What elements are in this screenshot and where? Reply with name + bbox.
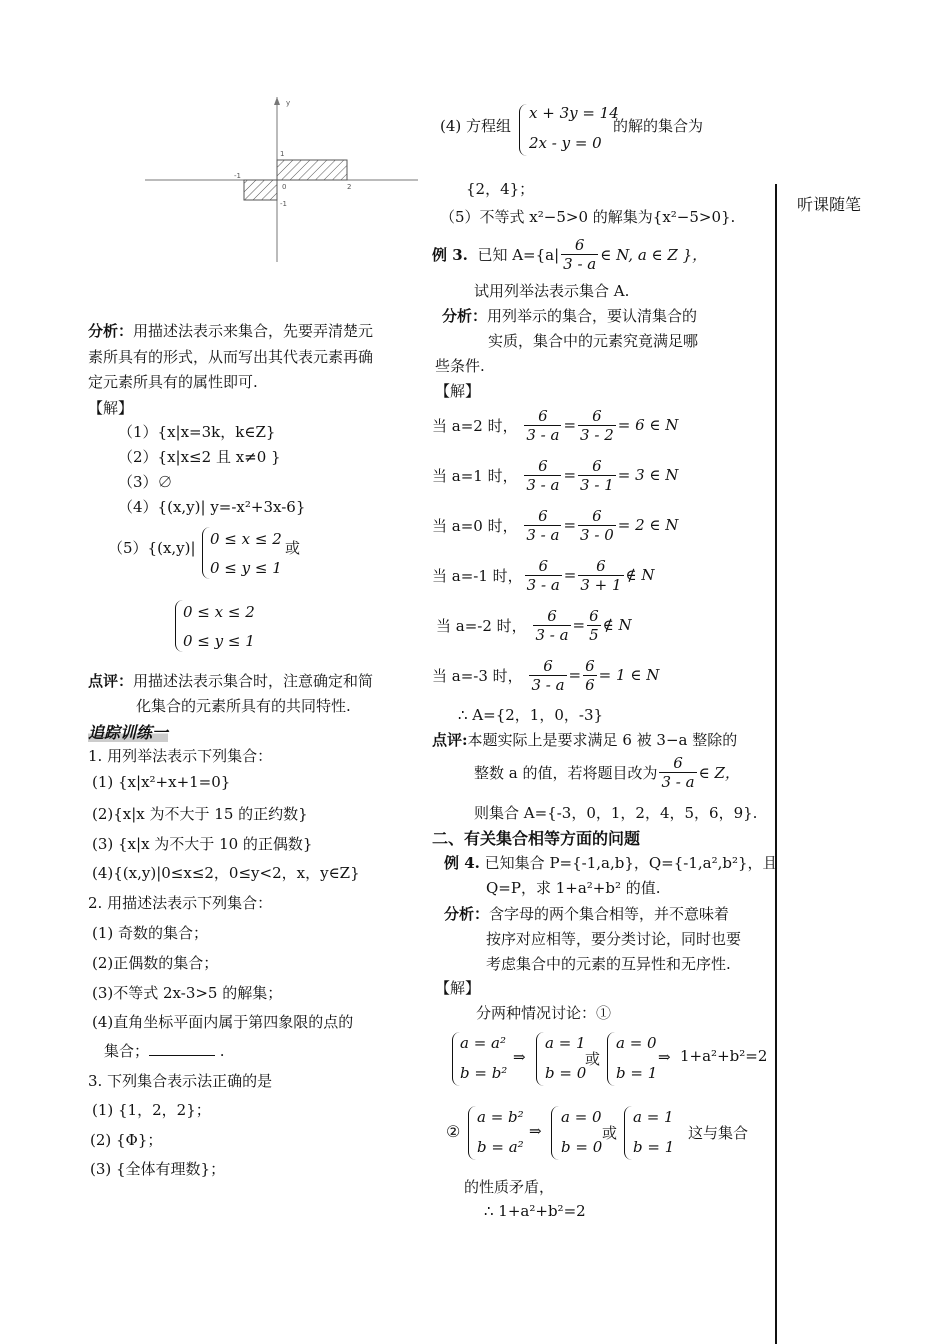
svg-text:-1: -1 [234,172,241,180]
svg-text:-1: -1 [280,200,287,208]
item4-sys-2: 2x - y = 0 [529,134,602,152]
case1-sysA-1: a = a² [460,1034,507,1052]
answer-4: （4）{(x,y)| y=-x²+3x-6} [118,498,306,516]
case1-sysC-1: a = 0 [616,1034,657,1052]
implies-arrow: ⇒ [658,1048,671,1066]
comment-line-1: 点评：用描述法表示集合时，注意确定和简 [88,672,374,690]
item4-prefix: (4) 方程组 [440,117,512,135]
example3-comment: 点评:本题实际上是要求满足 6 被 3−a 整除的 [432,731,738,749]
example4-analysis-3: 考虑集合中的元素的互异性和无序性. [486,955,731,973]
example3-comment-3: 则集合 A={-3，0，1，2，4，5，6，9}. [474,804,758,822]
sys2-line2: 0 ≤ y ≤ 1 [183,632,255,650]
or-text: 或 [285,539,301,557]
sys2-line1: 0 ≤ x ≤ 2 [183,603,255,621]
svg-text:1: 1 [280,150,285,158]
training-line: (2) {Φ}； [90,1131,163,1149]
example3-line2: 试用列举法表示集合 A. [474,282,630,300]
brace [519,104,528,156]
case1-sysB-2: b = 0 [545,1064,587,1082]
example3-comment-2: 整数 a 的值，若将题目改为 $\frac{6}{3 - a}$ ∈ Z， [474,753,740,791]
graph-y-label: y [286,99,291,107]
case1-result: 1+a²+b²=2 [680,1047,768,1065]
example4-analysis-2: 按序对应相等，要分类讨论，同时也要 [486,930,742,948]
training-line: 1. 用列举法表示下列集合： [88,747,273,765]
notes-label: 听课随笔 [797,195,862,214]
region-graph [140,92,425,267]
training-line: 2. 用描述法表示下列集合： [88,894,273,912]
case1-sysA-2: b = b² [460,1064,508,1082]
brace [624,1106,633,1160]
case-row: 当 a=-3 时， $\frac{6}{3 - a}$ = $\frac{6}{6}$ = 1 ∈ N [432,656,660,694]
implies-arrow: ⇒ [529,1122,542,1140]
analysis-line-3: 定元素所具有的属性即可. [88,373,258,391]
case2-sysB-2: b = 0 [561,1138,603,1156]
answer-1: （1）{x|x=3k，k∈Z} [118,423,276,441]
answer-blank [149,1043,215,1056]
case2-sysB-1: a = 0 [561,1108,602,1126]
brace [536,1032,545,1086]
training-line: (4){(x,y)|0≤x≤2，0≤y<2，x，y∈Z} [92,864,360,882]
training-line: (3) {全体有理数}； [90,1160,226,1178]
region-rect-upper [277,160,347,180]
answer-5-prefix: （5）{(x,y)| [108,539,196,557]
case-row: 当 a=2 时， $\frac{6}{3 - a}$ = $\frac{6}{3 - 2}$ = 6 ∈ N [432,406,679,444]
example4-analysis: 分析：含字母的两个集合相等，并不意味着 [444,905,730,923]
solution-label: 【解】 [88,399,134,417]
margin-rule [775,184,777,1344]
case2-mark: ② [446,1122,461,1141]
example3-line: 例 3. 已知 A={a| $\frac{6}{3 - a}$ ∈ N, a ∈ Z }， [432,235,708,273]
training-line: (1) {x|x²+x+1=0} [92,773,231,791]
svg-text:0: 0 [282,183,287,191]
item4-sys-1: x + 3y = 14 [529,104,619,122]
analysis-line-2: 素所具有的形式，从而写出其代表元素再确 [88,348,374,366]
example3-analysis-2: 实质，集合中的元素究竟满足哪 [488,332,699,350]
training-line: (1) 奇数的集合； [92,924,209,942]
sys1-line2: 0 ≤ y ≤ 1 [210,559,282,577]
example3-analysis: 分析：用列举示的集合，要认清集合的 [442,307,698,325]
answer-3: （3）∅ [118,473,173,491]
item4-suffix: 的解的集合为 [613,117,704,135]
example4-solution-label: 【解】 [435,979,481,997]
comment-line-2: 化集合的元素所具有的共同特性. [136,697,351,715]
case-row: 当 a=-1 时， $\frac{6}{3 - a}$ = $\frac{6}{3 + 1}$ ∉ N [432,556,655,594]
training-line: (1) {1，2，2}； [92,1101,211,1119]
training-set-line: 集合； . [104,1042,225,1060]
case2-sysC-2: b = 1 [633,1138,675,1156]
answer-2: （2）{x|x≤2 且 x≠0 } [118,448,281,466]
case1-sysC-2: b = 1 [616,1064,658,1082]
svg-text:2: 2 [347,183,352,191]
item5: （5）不等式 x²−5>0 的解集为{x²−5>0}. [440,208,736,226]
case2-line2: 的性质矛盾， [464,1178,555,1196]
section-2-title: 二、有关集合相等方面的问题 [432,829,641,848]
case2-sysC-1: a = 1 [633,1108,674,1126]
case2-sysA-2: b = a² [477,1138,524,1156]
item4-answer: {2，4}； [466,180,535,198]
case-row: 当 a=0 时， $\frac{6}{3 - a}$ = $\frac{6}{3 - 0}$ = 2 ∈ N [432,506,679,544]
region-rect-lower [244,180,277,200]
training-title: 追踪训练一 [88,723,169,742]
example3-result: ∴ A={2，1，0，-3} [458,706,604,724]
brace [607,1032,616,1086]
or-text: 或 [602,1124,618,1142]
or-text: 或 [585,1050,601,1068]
example4-line1: 例 4. 已知集合 P={-1,a,b}，Q={-1,a²,b²}，且 [444,854,778,872]
training-line: (3)不等式 2x-3>5 的解集； [92,984,283,1002]
example4-final: ∴ 1+a²+b²=2 [484,1202,586,1220]
example3-solution-label: 【解】 [435,382,481,400]
case2-sysA-1: a = b² [477,1108,524,1126]
sys1-line1: 0 ≤ x ≤ 2 [210,530,282,548]
case2-tail: 这与集合 [688,1124,749,1142]
implies-arrow: ⇒ [513,1048,526,1066]
case-row: 当 a=1 时， $\frac{6}{3 - a}$ = $\frac{6}{3 - 1}$ = 3 ∈ N [432,456,679,494]
example4-line2: Q=P，求 1+a²+b² 的值. [486,879,661,897]
training-line: (2){x|x 为不大于 15 的正约数} [92,805,308,823]
training-line: 3. 下列集合表示法正确的是 [88,1072,273,1090]
brace [551,1106,560,1160]
training-line: (4)直角坐标平面内属于第四象限的点的 [92,1013,354,1031]
brace [468,1106,477,1160]
case-row: 当 a=-2 时， $\frac{6}{3 - a}$ = $\frac{6}{5}$ ∉ N [436,606,632,644]
example4-intro: 分两种情况讨论：① [476,1004,612,1022]
training-line: (3) {x|x 为不大于 10 的正偶数} [92,835,313,853]
case1-sysB-1: a = 1 [545,1034,586,1052]
example3-analysis-3: 些条件. [435,357,485,375]
training-line: (2)正偶数的集合； [92,954,219,972]
analysis-line-1: 分析：用描述法表示来集合，先要弄清楚元 [88,322,374,340]
